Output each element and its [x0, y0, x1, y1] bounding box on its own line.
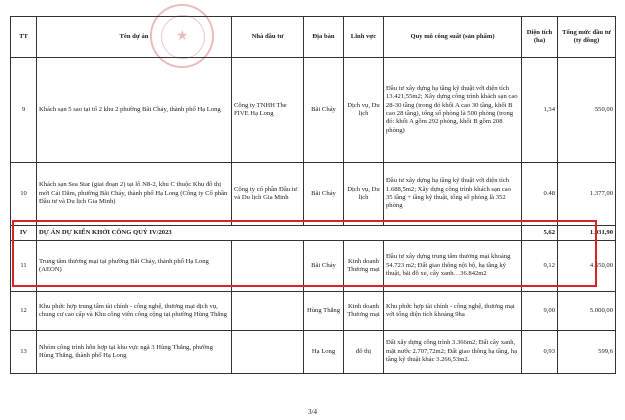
cell-tt: 11: [11, 241, 37, 292]
cell-project: Trung tâm thương mại tại phường Bãi Cháy, thành phố Hạ Long (AEON): [37, 241, 232, 292]
cell-tt: 10: [11, 163, 37, 226]
table-row: [11, 241, 616, 292]
section-investment-total: 1.931,90: [558, 226, 616, 241]
cell-location: Bãi Cháy: [304, 241, 344, 292]
cell-field: Kinh doanh Thương mại: [344, 292, 384, 331]
cell-tt: 12: [11, 292, 37, 331]
cell-scale: Đầu tư xây dựng hạ tầng kỹ thuật với diện tích 1.688,5m2; Xây dựng công trình khách sạn cao 35 tầng + tầng kỹ thuật, tổng số phòng là 352 phòng: [384, 163, 522, 226]
cell-location: Bãi Cháy: [304, 163, 344, 226]
cell-project: Nhóm công trình hỗn hợp tại khu vực ngã 3 Hùng Thắng, phường Hùng Thắng, thành phố Hạ Long: [37, 331, 232, 374]
cell-scale: Khu phức hợp tài chính - công nghệ, thương mại với tổng diện tích khoảng 9ha: [384, 292, 522, 331]
header-project: Tên dự án: [37, 17, 232, 58]
header-area: Diện tích (ha): [522, 17, 558, 58]
page-number: 3/4: [308, 408, 317, 416]
cell-field: Dịch vụ, Du lịch: [344, 163, 384, 226]
cell-investment: 1.377,00: [558, 163, 616, 226]
table-row: [11, 58, 616, 163]
cell-investor: [232, 241, 304, 292]
cell-tt: 9: [11, 58, 37, 163]
cell-area: 1,34: [522, 58, 558, 163]
project-table: [10, 16, 616, 374]
header-scale: Quy mô công suất (sản phẩm): [384, 17, 522, 58]
cell-investor: [232, 331, 304, 374]
cell-area: 0,93: [522, 331, 558, 374]
table-row: [11, 292, 616, 331]
cell-investor: Công ty TNHH The FIVE Hạ Long: [232, 58, 304, 163]
cell-investment: 550,00: [558, 58, 616, 163]
cell-investor: [232, 292, 304, 331]
header-investment: Tổng mức đầu tư (tỷ đồng): [558, 17, 616, 58]
cell-area: 9,00: [522, 292, 558, 331]
header-field: Lĩnh vực: [344, 17, 384, 58]
cell-location: Hạ Long: [304, 331, 344, 374]
cell-investment: 5.000,00: [558, 292, 616, 331]
cell-scale: Đất xây dựng công trình 3.366m2; Đất cây xanh, mặt nước 2.707,72m2; Đất giao thông hạ tầng, hạ tầng kỹ thuật khác 3.266,53m2.: [384, 331, 522, 374]
cell-scale: Đầu tư xây dựng trung tâm thương mại khoảng 54.723 m2; Đất giao thông nội bộ, hạ tầng kỹ thuật, bãi đỗ xe, cây xanh…36.842m2: [384, 241, 522, 292]
header-investor: Nhà đầu tư: [232, 17, 304, 58]
cell-investment: 599,6: [558, 331, 616, 374]
section-roman: IV: [11, 226, 37, 241]
cell-area: 9,12: [522, 241, 558, 292]
cell-tt: 13: [11, 331, 37, 374]
cell-project: Khách sạn Sea Star (giai đoạn 2) tại lô N8-2, khu C thuộc Khu đô thị mới Cái Dăm, phường Bãi Cháy, thành phố Hạ Long (Công ty Cổ phần Đầu tư và Du lịch Gia Minh): [37, 163, 232, 226]
official-seal-stamp: ★: [150, 4, 214, 68]
section-title: DỰ ÁN DỰ KIẾN KHỞI CÔNG QUÝ IV/2023: [37, 226, 522, 241]
table-header-row: [11, 17, 616, 58]
cell-scale: Đầu tư xây dựng hạ tầng kỹ thuật với diện tích 13.421,55m2; Xây dựng công trình khách sạn cao 28-30 tầng (trong đó khối A cao 30 tầng, khối B cao 28 tầng), tổng số phòng là 500 phòng (trong đó: khối A gồm 292 phòng, khối B gồm 208 phòng): [384, 58, 522, 163]
cell-project: Khu phức hợp trung tâm tài chính - công nghệ, thương mại dịch vụ, chung cư cao cấp và Khu công viên công cộng tại phường Hùng Thắng: [37, 292, 232, 331]
cell-project: Khách sạn 5 sao tại tổ 2 khu 2 phường Bãi Cháy, thành phố Hạ Long: [37, 58, 232, 163]
cell-investor: Công ty cổ phần Đầu tư và Du lịch Gia Minh: [232, 163, 304, 226]
cell-investment: 4.550,00: [558, 241, 616, 292]
cell-field: Kinh doanh Thương mại: [344, 241, 384, 292]
section-area-total: 5,62: [522, 226, 558, 241]
table-row: [11, 163, 616, 226]
cell-field: Dịch vụ, Du lịch: [344, 58, 384, 163]
cell-area: 0.48: [522, 163, 558, 226]
header-tt: TT: [11, 17, 37, 58]
cell-location: Hùng Thắng: [304, 292, 344, 331]
section-header-row: [11, 226, 616, 241]
cell-field: đô thị: [344, 331, 384, 374]
cell-location: Bãi Cháy: [304, 58, 344, 163]
header-location: Địa bàn: [304, 17, 344, 58]
table-row: [11, 331, 616, 374]
